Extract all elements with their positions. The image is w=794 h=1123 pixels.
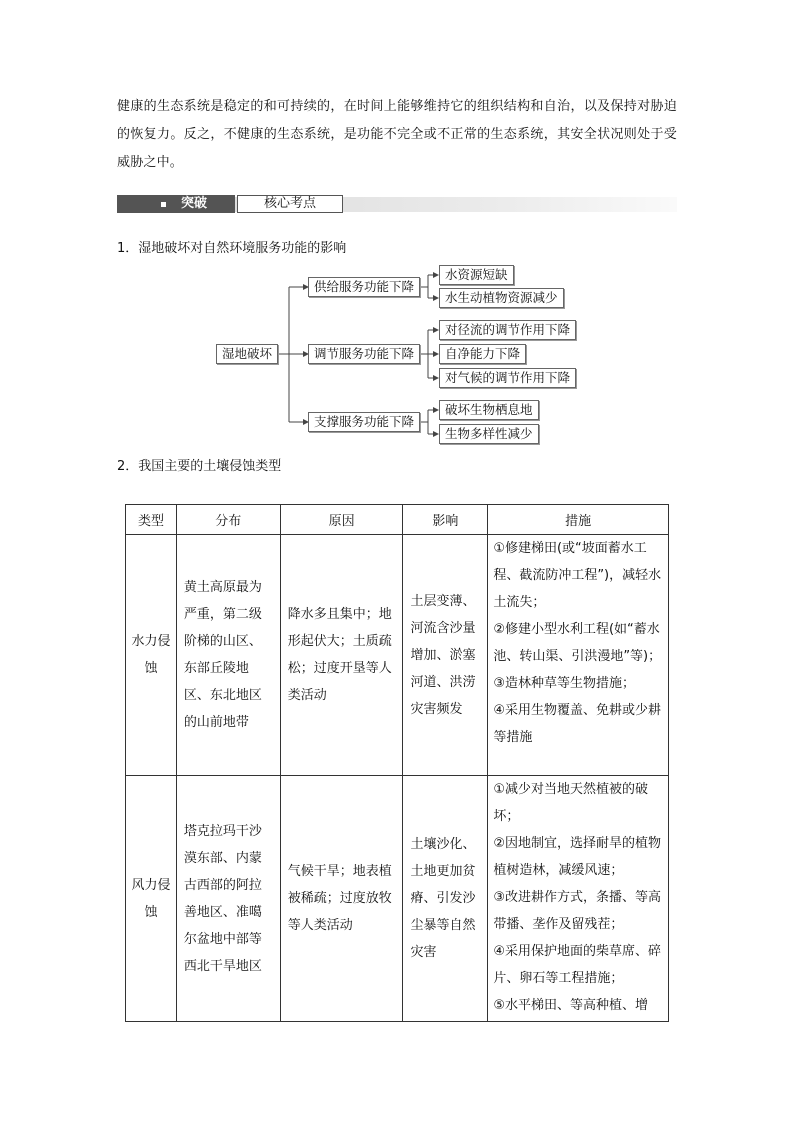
erosion-type-cell: 风力侵蚀 (126, 776, 177, 1022)
table-header: 措施 (488, 505, 669, 535)
banner-light-tab: 核心考点 (237, 195, 343, 213)
distribution-cell: 塔克拉玛干沙漠东部、内蒙古西部的阿拉善地区、准噶尔盆地中部等西北干旱地区 (176, 776, 280, 1022)
measures-cell (488, 776, 669, 1022)
table-header: 类型 (126, 505, 177, 535)
table-header: 分布 (176, 505, 280, 535)
diagram-leaf: 对气候的调节作用下降 (439, 368, 576, 388)
table-row (126, 776, 669, 1022)
diagram-branch-regulation: 调节服务功能下降 (308, 344, 420, 364)
impact-cell: 土壤沙化、土地更加贫瘠、引发沙尘暴等自然灾害 (403, 776, 488, 1022)
measure-item: ③造林种草等生物措施； (493, 676, 635, 691)
table-header: 影响 (403, 505, 488, 535)
measure-item: ③改进耕作方式，条播、等高带播、垄作及留残茬； (493, 890, 661, 932)
distribution-cell: 黄土高原最为严重，第二级阶梯的山区、东部丘陵地区、东北地区的山前地带 (176, 535, 280, 776)
square-bullet-icon (161, 202, 166, 207)
section2-heading: 2．我国主要的土壤侵蚀类型 (117, 459, 282, 474)
cause-cell: 气候干旱；地表植被稀疏；过度放牧等人类活动 (280, 776, 403, 1022)
banner-dark-tab (117, 195, 235, 213)
measure-item: ④采用保护地面的柴草席、碎片、卵石等工程措施； (493, 944, 661, 986)
diagram-leaf: 自净能力下降 (439, 344, 526, 364)
measure-item: ④采用生物覆盖、免耕或少耕等措施 (493, 703, 661, 745)
diagram-root-node: 湿地破坏 (216, 344, 278, 364)
diagram-leaf: 生物多样性减少 (439, 424, 539, 444)
banner-dark-label: 突破 (181, 196, 208, 211)
impact-cell: 土层变薄、河流含沙量增加、淤塞河道、洪涝灾害频发 (403, 535, 488, 776)
measure-item: ①修建梯田(或“坡面蓄水工程、截流防冲工程”)，减轻水土流失； (493, 541, 662, 610)
section-banner (117, 195, 677, 217)
intro-text (117, 93, 677, 177)
table-header-row (126, 505, 669, 535)
diagram-leaf: 水生动植物资源减少 (439, 288, 564, 308)
diagram-leaf: 水资源短缺 (439, 265, 514, 285)
measure-item: ②因地制宜，选择耐旱的植物植树造林，减缓风速； (493, 836, 661, 878)
diagram-branch-support: 支撑服务功能下降 (308, 412, 420, 432)
cause-cell: 降水多且集中；地形起伏大；土质疏松；过度开垦等人类活动 (280, 535, 403, 776)
measure-item: ①减少对当地天然植被的破坏； (493, 782, 648, 824)
soil-erosion-table (125, 504, 669, 1022)
measure-item: ②修建小型水利工程(如“蓄水池、转山渠、引洪漫地”等)； (493, 622, 662, 664)
diagram-leaf: 对径流的调节作用下降 (439, 320, 576, 340)
measure-item: ⑤水平梯田、等高种植、增 (493, 998, 648, 1013)
erosion-type-cell: 水力侵蚀 (126, 535, 177, 776)
table-row (126, 535, 669, 776)
diagram-leaf: 破坏生物栖息地 (439, 400, 539, 420)
section1-heading: 1．湿地破坏对自然环境服务功能的影响 (117, 241, 347, 256)
diagram-branch-supply: 供给服务功能下降 (308, 277, 420, 297)
intro-paragraph: 健康的生态系统是稳定的和可持续的，在时间上能够维持它的组织结构和自治，以及保持对胁迫的恢复力。反之，不健康的生态系统，是功能不完全或不正常的生态系统，其安全状况则处于受威胁之中。 (117, 99, 677, 170)
measures-cell (488, 535, 669, 776)
table-header: 原因 (280, 505, 403, 535)
